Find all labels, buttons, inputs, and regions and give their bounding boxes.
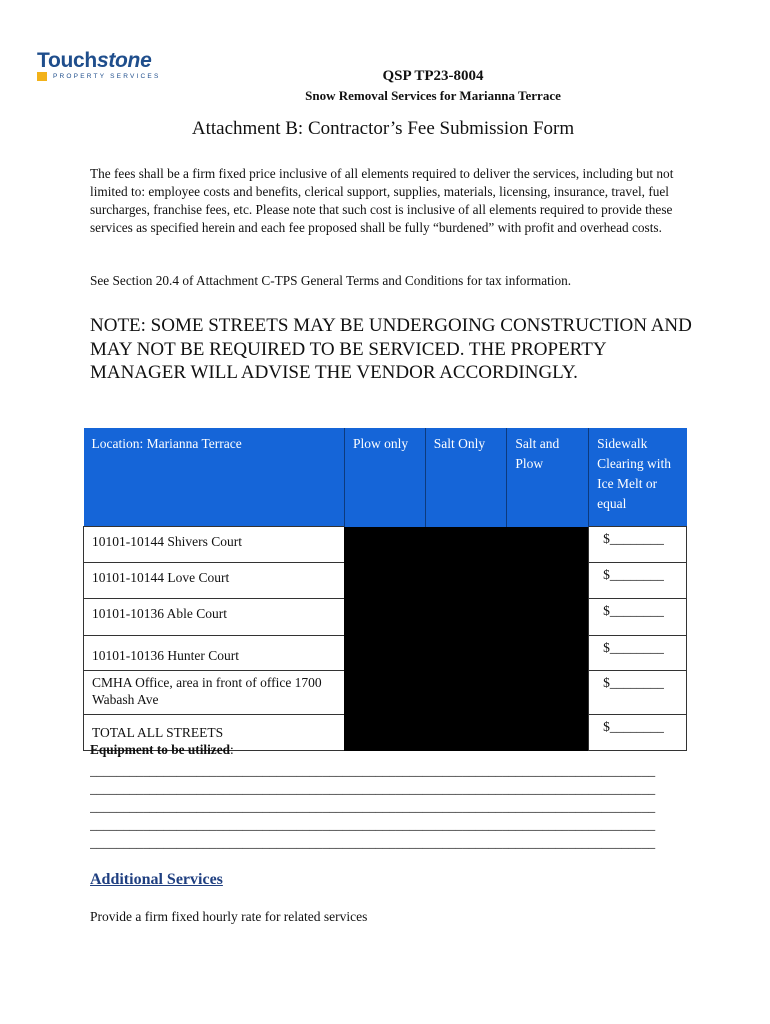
blacked-out-cell — [425, 527, 507, 563]
equipment-line[interactable]: _____________________________________________________________________________________ — [90, 817, 656, 832]
blacked-out-cell — [507, 527, 589, 563]
blacked-out-cell — [344, 599, 425, 636]
amount-field[interactable]: $________ — [589, 563, 687, 599]
equipment-colon: : — [230, 742, 234, 757]
additional-services-heading: Additional Services — [90, 871, 223, 888]
amount-field[interactable]: $________ — [589, 599, 687, 636]
blacked-out-cell — [507, 599, 589, 636]
table-row — [84, 671, 687, 715]
amount-field[interactable]: $________ — [589, 527, 687, 563]
construction-note: NOTE: SOME STREETS MAY BE UNDERGOING CONSTRUCTION AND MAY NOT BE REQUIRED TO BE SERVICED. THE PROPERTY MANAGER WILL ADVISE THE VENDOR ACCORDINGLY. — [90, 315, 692, 383]
table-row — [84, 563, 687, 599]
header-salt-and-plow: Salt and Plow — [507, 428, 589, 527]
blacked-out-cell — [344, 671, 425, 715]
row-location: 10101-10136 Hunter Court — [84, 636, 345, 671]
equipment-label — [90, 742, 234, 758]
blacked-out-cell — [344, 527, 425, 563]
attachment-title: Attachment B: Contractor’s Fee Submission Form — [191, 118, 575, 139]
logo-word-main: Touch — [37, 49, 97, 72]
blacked-out-cell — [344, 715, 425, 751]
blacked-out-cell — [344, 563, 425, 599]
blacked-out-cell — [344, 636, 425, 671]
header-salt-only: Salt Only — [425, 428, 507, 527]
equipment-line[interactable]: _____________________________________________________________________________________ — [90, 799, 656, 814]
row-location: TOTAL ALL STREETS — [84, 715, 345, 751]
fees-paragraph: The fees shall be a firm fixed price inclusive of all elements required to deliver the services, including but not limited to: employee costs and benefits, clerical support, supplies, materials, licensing, insurance, travel, fuel surcharges, franchise fees, etc. Please note that such cost is inclusive of all elements required to provide these services as specified herein and each fee proposed shall be fully “burdened” with profit and overhead costs. — [90, 166, 674, 235]
blacked-out-cell — [507, 715, 589, 751]
blacked-out-cell — [425, 599, 507, 636]
blacked-out-cell — [425, 671, 507, 715]
row-location: 10101-10144 Shivers Court — [84, 527, 345, 563]
blacked-out-cell — [507, 563, 589, 599]
header-location: Location: Marianna Terrace — [84, 428, 345, 527]
row-location: CMHA Office, area in front of office 1700 Wabash Ave — [84, 671, 345, 715]
logo-word-italic: stone — [96, 49, 152, 72]
fee-table — [83, 428, 687, 751]
table-row — [84, 599, 687, 636]
equipment-line[interactable]: _____________________________________________________________________________________ — [90, 781, 656, 796]
blacked-out-cell — [507, 636, 589, 671]
logo-subtext: PROPERTY SERVICES — [53, 73, 161, 80]
additional-services-text: Provide a firm fixed hourly rate for related services — [90, 909, 368, 924]
row-location: 10101-10136 Able Court — [84, 599, 345, 636]
blacked-out-cell — [425, 715, 507, 751]
table-header-row — [84, 428, 687, 527]
blacked-out-cell — [425, 563, 507, 599]
amount-field[interactable]: $________ — [589, 671, 687, 715]
blacked-out-cell — [507, 671, 589, 715]
equipment-lines[interactable] — [90, 762, 680, 852]
row-location: 10101-10144 Love Court — [84, 563, 345, 599]
equipment-label-text: Equipment to be utilized — [90, 742, 231, 757]
equipment-line[interactable]: _____________________________________________________________________________________ — [90, 835, 656, 850]
blacked-out-cell — [425, 636, 507, 671]
header-sidewalk-clearing: Sidewalk Clearing with Ice Melt or equal — [589, 428, 687, 527]
equipment-line[interactable]: _____________________________________________________________________________________ — [90, 763, 656, 778]
table-row — [84, 527, 687, 563]
amount-field[interactable]: $________ — [589, 636, 687, 671]
tax-paragraph: See Section 20.4 of Attachment C-TPS General Terms and Conditions for tax information. — [90, 273, 572, 288]
table-row — [84, 636, 687, 671]
document-subtitle: Snow Removal Services for Marianna Terrace — [305, 88, 561, 103]
amount-field[interactable]: $________ — [589, 715, 687, 751]
header-plow-only: Plow only — [344, 428, 425, 527]
qsp-number: QSP TP23-8004 — [382, 68, 484, 84]
